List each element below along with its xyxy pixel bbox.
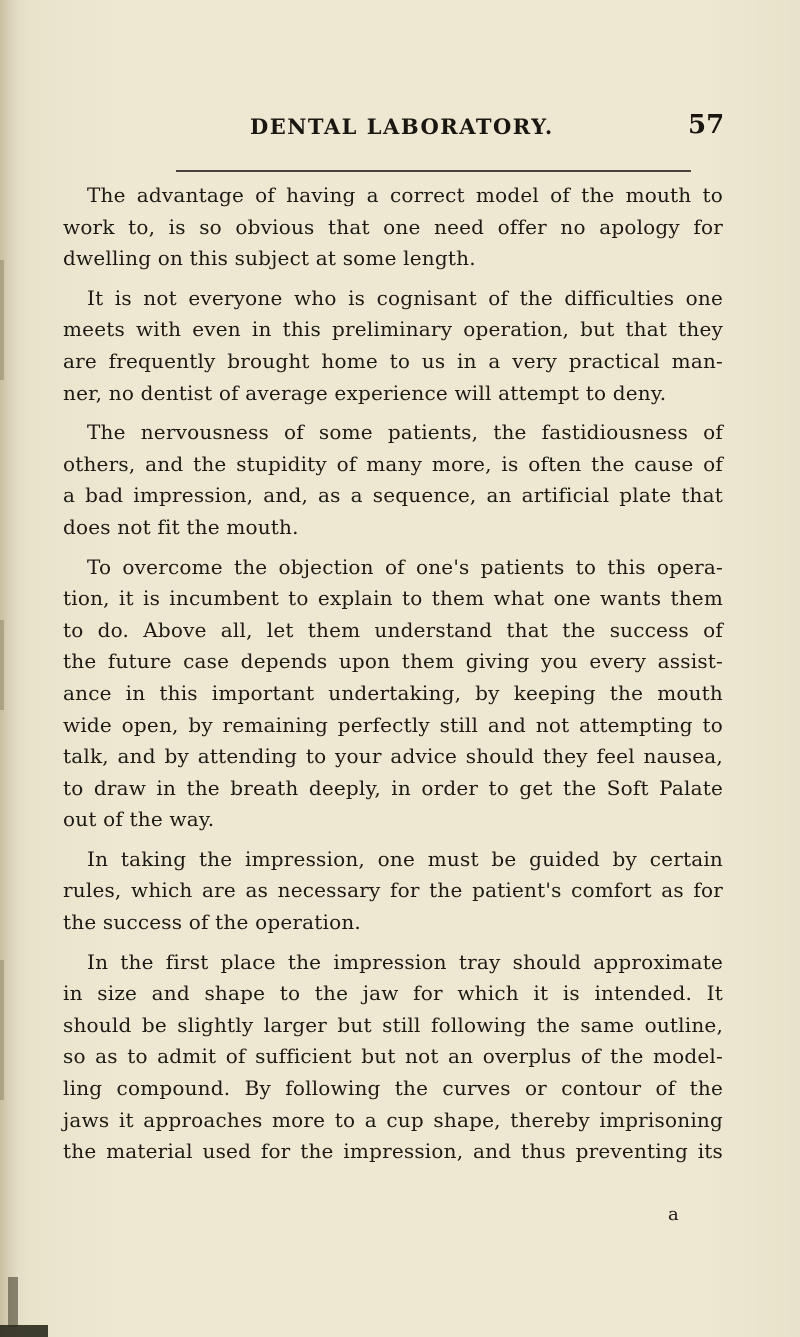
text-line: To overcome the objection of one's patients to this opera- [87,554,723,579]
text-line: The nervousness of some patients, the fastidiousness of [87,420,723,445]
text-line: the future case depends upon them giving you every assist- [63,649,723,674]
paragraph-gap [63,275,723,283]
spine-stain [0,260,4,380]
text-line: In taking the impression, one must be guided by certain [87,846,723,871]
text-line: in size and shape to the jaw for which it is intended. It [63,981,723,1006]
text-line: The advantage of having a correct model of the mouth to [87,183,723,207]
text-line: rules, which are as necessary for the patient's comfort as for [63,878,723,903]
text-line: work to, is so obvious that one need offer no apology for [63,214,723,239]
spine-stain [0,960,4,1100]
text-line: so as to admit of sufficient but not an overplus of the model- [63,1044,723,1069]
text-line: talk, and by attending to your advice should they feel nausea, [63,744,723,769]
paragraph [63,844,723,939]
text-line: others, and the stupidity of many more, is often the cause of [63,451,723,476]
text-line: should be slightly larger but still following the same outline, [63,1012,723,1037]
catchword: a [668,1204,679,1225]
text-line: dwelling on this subject at some length. [63,246,476,271]
paragraph-gap [63,544,723,552]
text-line: tion, it is incumbent to explain to them what one wants them [63,586,723,611]
text-line: jaws it approaches more to a cup shape, thereby imprisoning [63,1107,723,1132]
text-line: to draw in the breath deeply, in order to get the Soft Palate [63,775,723,800]
paragraph-gap [63,836,723,844]
page-header [0,110,800,150]
text-line: ner, no dentist of average experience will attempt to deny. [63,380,667,405]
text-line: wide open, by remaining perfectly still and not attempting to [63,712,723,737]
paragraph [63,283,723,409]
running-title: DENTAL LABORATORY. [250,114,554,139]
text-line: does not fit the mouth. [63,514,299,539]
paragraph [63,417,723,543]
page-number: 57 [688,110,725,140]
text-line: a bad impression, and, as a sequence, an artificial plate that [63,483,723,508]
paragraph [63,947,723,1168]
paragraph [63,180,723,275]
text-line: meets with even in this preliminary operation, but that they [63,317,723,342]
binding-edge-mark [8,1277,18,1327]
paragraph-gap [63,409,723,417]
text-line: ling compound. By following the curves or contour of the [63,1076,723,1101]
text-line: It is not everyone who is cognisant of the difficulties one [87,285,723,310]
text-line: out of the way. [63,807,215,832]
text-line: In the first place the impression tray should approximate [87,949,723,974]
binding-corner-mark [0,1325,48,1337]
paragraph-gap [63,939,723,947]
body-text [63,180,723,1168]
text-line: to do. Above all, let them understand that the success of [63,617,723,642]
text-line: ance in this important undertaking, by keeping the mouth [63,680,723,705]
text-line: the success of the operation. [63,910,361,935]
paragraph [63,552,723,836]
text-line: the material used for the impression, and thus preventing its [63,1139,723,1164]
text-line: are frequently brought home to us in a very practical man- [63,348,723,373]
header-rule [176,170,691,172]
spine-stain [0,620,4,710]
